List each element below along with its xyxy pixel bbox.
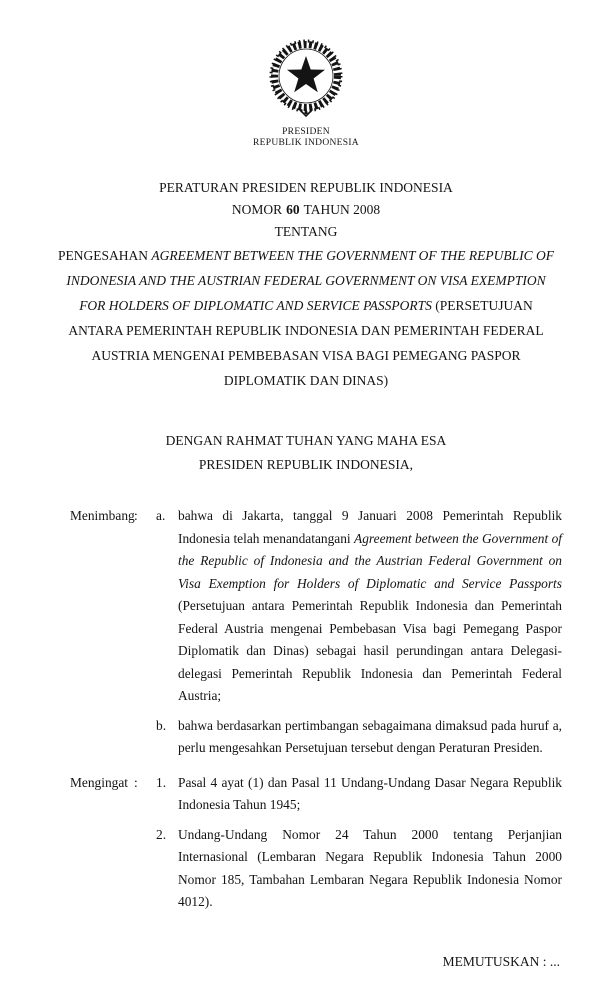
regulation-title: PERATURAN PRESIDEN REPUBLIK INDONESIA [159, 180, 453, 195]
institution-line2: REPUBLIK INDONESIA [253, 138, 359, 148]
subject-segment-regular-2: (PERSETUJUAN ANTARA PEMERINTAH REPUBLIK INDONESIA DAN PEMERINTAH FEDERAL AUSTRIA MENGENAI PEMBEBASAN VISA BAGI PEMEGANG PASPOR DIPLOMATIK DAN DINAS) [68, 298, 544, 388]
item-marker-1: 1. [156, 774, 167, 790]
menimbang-label: Menimbang [70, 508, 135, 523]
mengingat-label: Mengingat [70, 774, 129, 790]
mengingat-item-1 [70, 772, 562, 817]
invocation-block [0, 429, 612, 477]
menimbang-a-segment-italic: Agreement between the Government of the Republic of Indonesia and the Austrian Federal Government on Visa Exemption for Holders of Diplomatic and Service Passports [178, 530, 563, 591]
state-star-wreath-emblem-icon [266, 34, 346, 120]
regulation-title-block [0, 177, 612, 243]
regulation-number-line [0, 199, 612, 221]
menimbang-item-b [70, 715, 562, 760]
menimbang-item-b-text: bahwa berdasarkan pertimbangan sebagaimana dimaksud pada huruf a, perlu mengesahkan Persetujuan tersebut dengan Peraturan Presiden. [178, 717, 562, 755]
menimbang-a-segment-regular-2: (Persetujuan antara Pemerintah Republik Indonesia dan Pemerintah Federal Austria mengenai Pembebasan Visa bagi Pemegang Paspor Diplomatik dan Dinas) sebagai hasil perundingan antara Delegasi-delegasi Pemerintah Republik Indonesia dan Pemerintah Federal Austria; [178, 598, 562, 703]
emblem-block [0, 0, 612, 149]
menimbang-item-a [70, 505, 562, 708]
mengingat-item-2 [70, 824, 562, 914]
tentang-label: TENTANG [274, 224, 338, 239]
menimbang-colon: : [134, 508, 138, 523]
menimbang-section [0, 505, 612, 914]
institution-name [0, 127, 612, 149]
subject-segment-italic: AGREEMENT BETWEEN THE GOVERNMENT OF THE REPUBLIC OF INDONESIA AND THE AUSTRIAN FEDERAL GOVERNMENT ON VISA EXEMPTION FOR HOLDERS OF DIPLOMATIC AND SERVICE PASSPORTS [66, 248, 554, 313]
menimbang-item-a-text [178, 505, 562, 708]
issuing-authority: PRESIDEN REPUBLIK INDONESIA, [198, 457, 414, 472]
item-marker-b: b. [156, 717, 167, 733]
menimbang-a-segment-regular-1: bahwa di Jakarta, tanggal 9 Januari 2008 Pemerintah Republik Indonesia telah menandatangani [178, 508, 562, 546]
mengingat-item-1-text: Pasal 4 ayat (1) dan Pasal 11 Undang-Undang Dasar Negara Republik Indonesia Tahun 1945; [178, 774, 562, 812]
item-marker-2: 2. [156, 826, 167, 842]
institution-line1: PRESIDEN [282, 127, 330, 137]
mengingat-item-2-text: Undang-Undang Nomor 24 Tahun 2000 tentang Perjanjian Internasional (Lembaran Negara Republik Indonesia Tahun 2000 Nomor 185, Tambahan Lembaran Negara Republik Indonesia Nomor 4012). [178, 826, 562, 909]
item-marker-a: a. [156, 508, 166, 523]
subject-segment-regular-1: PENGESAHAN [58, 248, 152, 263]
memutuskan-catchword: MEMUTUSKAN : ... [442, 953, 560, 969]
nomor-suffix: TAHUN 2008 [303, 202, 381, 217]
mengingat-colon: : [134, 774, 138, 790]
invocation-line: DENGAN RAHMAT TUHAN YANG MAHA ESA [165, 433, 447, 448]
regulation-subject [54, 243, 559, 393]
nomor-number: 60 [286, 202, 300, 217]
nomor-prefix: NOMOR [231, 202, 283, 217]
